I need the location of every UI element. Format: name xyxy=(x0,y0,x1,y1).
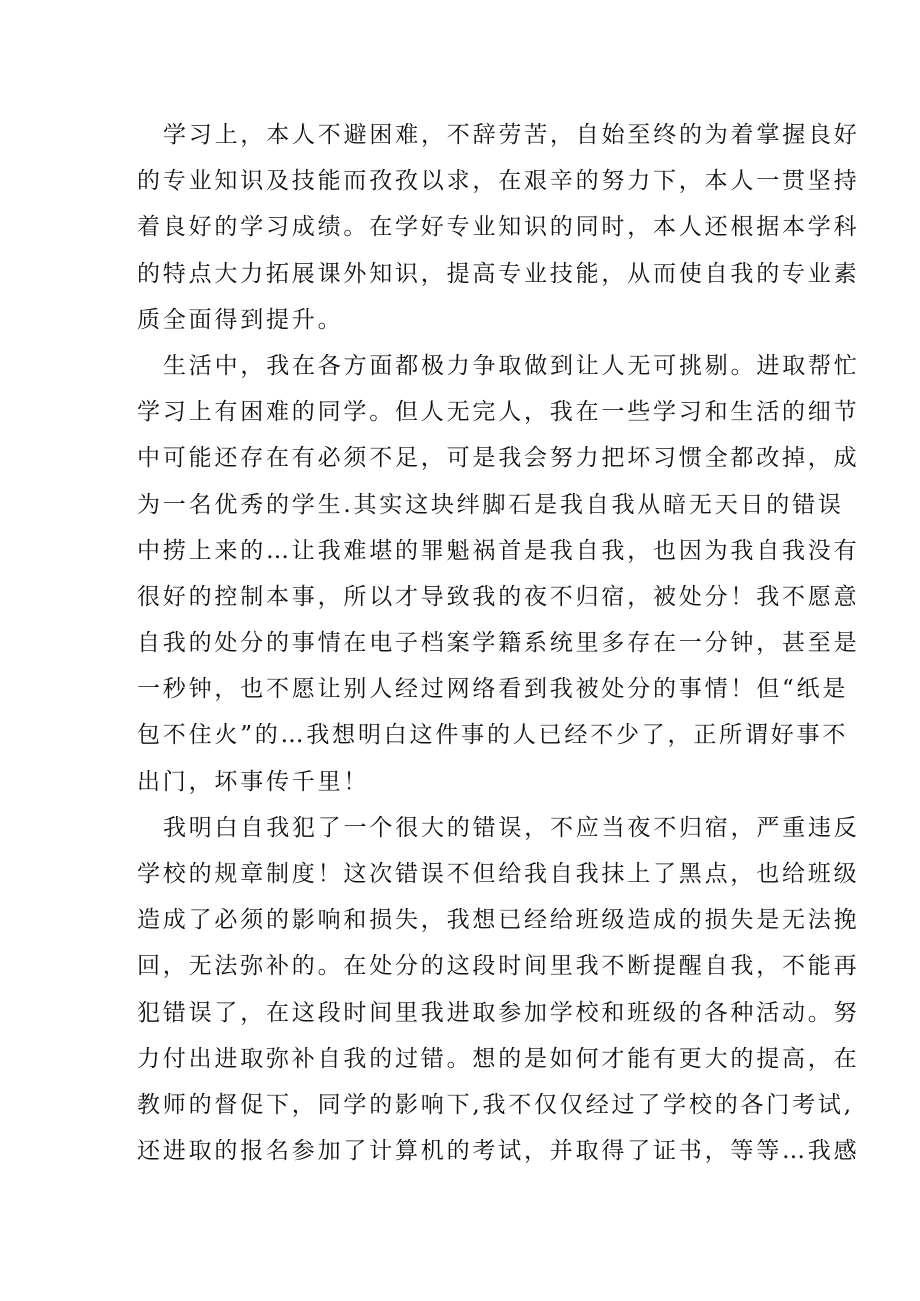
paragraph-study xyxy=(137,112,860,343)
text-line: 很好的控制本事，所以才导致我的夜不归宿，被处分！我不愿意 xyxy=(137,583,860,610)
text-line: 生活中，我在各方面都极力争取做到让人无可挑剔。进取帮忙 xyxy=(163,352,860,379)
paragraph-life xyxy=(137,343,860,805)
text-line: 着良好的学习成绩。在学好专业知识的同时，本人还根据本学科 xyxy=(137,214,860,241)
text-line: 质全面得到提升。 xyxy=(137,306,344,333)
text-line: 回，无法弥补的。在处分的这段时间里我不断提醒自我，不能再 xyxy=(137,953,860,980)
text-line: 学习上有困难的同学。但人无完人，我在一些学习和生活的细节 xyxy=(137,399,860,426)
text-line: 的专业知识及技能而孜孜以求，在艰辛的努力下，本人一贯坚持 xyxy=(137,168,860,195)
text-line: 学习上，本人不避困难，不辞劳苦，自始至终的为着掌握良好 xyxy=(163,122,860,148)
text-line: 力付出进取弥补自我的过错。想的是如何才能有更大的提高，在 xyxy=(137,1045,860,1072)
text-line: 为一名优秀的学生.其实这块绊脚石是我自我从暗无天日的错误 xyxy=(137,491,844,518)
text-line: 造成了必须的影响和损失，我想已经给班级造成的损失是无法挽 xyxy=(137,907,860,934)
document-page xyxy=(137,112,860,1174)
text-line: 教师的督促下，同学的影响下,我不仅仅经过了学校的各门考试, xyxy=(137,1091,854,1118)
text-line: 一秒钟，也不愿让别人经过网络看到我被处分的事情！但“纸是 xyxy=(137,676,849,703)
text-line: 中捞上来的…让我难堪的罪魁祸首是我自我，也因为我自我没有 xyxy=(137,537,860,564)
text-line: 我明白自我犯了一个很大的错误，不应当夜不归宿，严重违反 xyxy=(163,814,860,841)
text-line: 出门，坏事传千里！ xyxy=(137,768,370,795)
text-line: 还进取的报名参加了计算机的考试，并取得了证书，等等…我感 xyxy=(137,1138,860,1165)
text-line: 的特点大力拓展课外知识，提高专业技能，从而使自我的专业素 xyxy=(137,260,860,287)
text-line: 包不住火”的…我想明白这件事的人已经不少了，正所谓好事不 xyxy=(137,722,849,749)
text-line: 犯错误了，在这段时间里我进取参加学校和班级的各种活动。努 xyxy=(137,999,860,1026)
text-line: 学校的规章制度！这次错误不但给我自我抹上了黑点，也给班级 xyxy=(137,861,860,887)
text-line: 自我的处分的事情在电子档案学籍系统里多存在一分钟，甚至是 xyxy=(137,630,860,657)
text-line: 中可能还存在有必须不足，可是我会努力把坏习惯全都改掉，成 xyxy=(137,445,860,472)
paragraph-reflection xyxy=(137,805,860,1175)
